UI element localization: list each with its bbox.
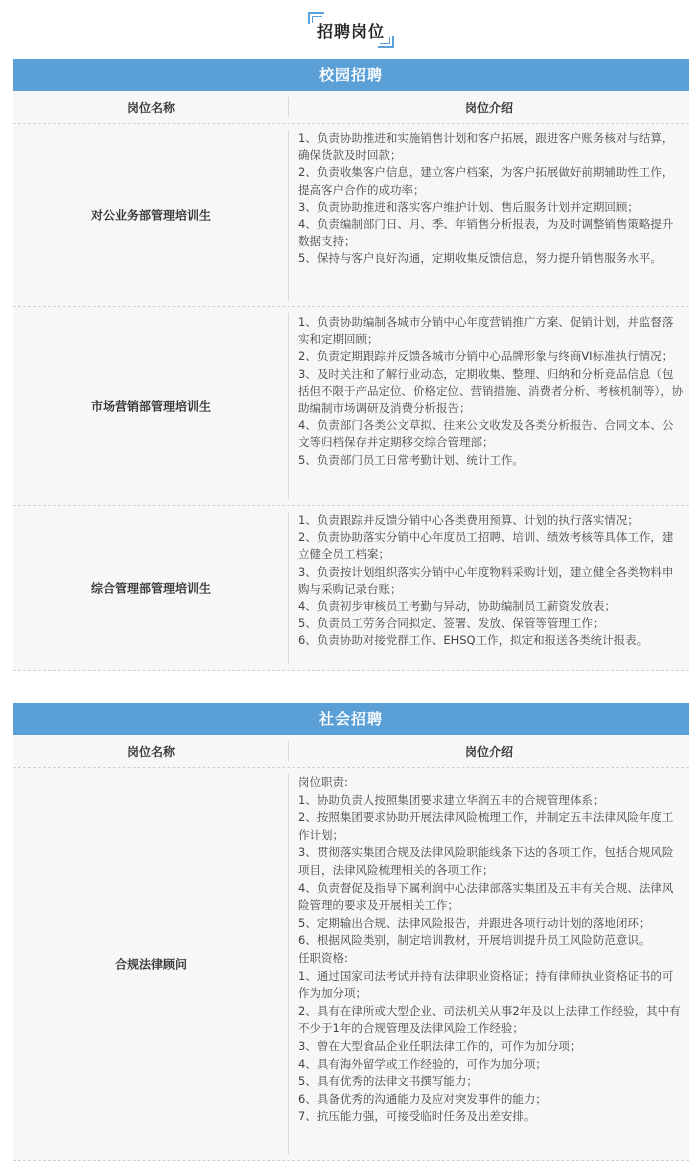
- section-header-campus: 校园招聘: [13, 59, 689, 91]
- job-row: [13, 307, 689, 505]
- description-line: 2、负责定期跟踪并反馈各城市分销中心品牌形象与终商VI标准执行情况；: [298, 349, 674, 364]
- page-title: 招聘岗位: [316, 22, 385, 41]
- column-header-intro: 岗位介绍: [464, 101, 513, 115]
- description-line: 3、贯彻落实集团合规及法律风险职能线条下达的各项工作，包括合规风险项目，法律风险梳理相关的各项工作；: [298, 845, 674, 877]
- job-description: [298, 774, 684, 1126]
- column-divider: [288, 512, 289, 664]
- column-header-name: 岗位名称: [126, 745, 175, 759]
- job-title: 市场营销部管理培训生: [90, 399, 211, 414]
- campus-recruitment-section: [13, 59, 689, 671]
- column-header-intro: 岗位介绍: [464, 745, 513, 759]
- description-line: 7、抗压能力强，可接受临时任务及出差安排。: [298, 1109, 536, 1124]
- job-row: [13, 124, 689, 306]
- description-line: 2、具有在律所或大型企业、司法机关从事2年及以上法律工作经验，其中有不少于1年的合规管理及法律风险工作经验；: [298, 1003, 681, 1036]
- job-title: 合规法律顾问: [114, 957, 187, 972]
- description-line: 2、按照集团要求协助开展法律风险梳理工作，并制定五丰法律风险年度工作计划；: [298, 810, 674, 842]
- description-line: 5、保持与客户良好沟通，定期收集反馈信息，努力提升销售服务水平。: [298, 251, 662, 266]
- description-line: 6、根据风险类别，制定培训教材，开展培训提升员工风险防范意识。: [298, 933, 651, 948]
- column-divider: [288, 774, 289, 1154]
- column-divider: [288, 130, 289, 300]
- description-line: 1、负责协助推进和实施销售计划和客户拓展，跟进客户账务核对与结算，确保货款及时回款；: [298, 131, 674, 163]
- social-recruitment-section: [13, 703, 689, 1161]
- page-title-area: [0, 0, 700, 58]
- row-divider: [13, 670, 689, 671]
- description-line: 5、具有优秀的法律文书撰写能力；: [298, 1074, 478, 1089]
- job-title: 综合管理部管理培训生: [90, 581, 211, 596]
- description-line: 2、负责协助落实分销中心年度员工招聘、培训、绩效考核等具体工作，建立健全员工档案；: [298, 530, 674, 562]
- description-line: 3、负责协助推进和落实客户维护计划、售后服务计划并定期回顾；: [298, 199, 639, 214]
- description-line: 4、负责部门各类公文草拟、往来公文收发及各类分析报告、合同文本、公文等归档保存并定期移交综合管理部；: [298, 418, 674, 450]
- job-title: 对公业务部管理培训生: [90, 208, 211, 223]
- job-row: [13, 506, 689, 670]
- column-header-name: 岗位名称: [126, 101, 175, 115]
- column-divider: [288, 313, 289, 499]
- description-line: 4、负责初步审核员工考勤与异动，协助编制员工薪资发放表；: [298, 599, 616, 614]
- description-line: 5、负责员工劳务合同拟定、签署、发放、保管等管理工作；: [298, 616, 605, 631]
- description-line: 4、具有海外留学或工作经验的，可作为加分项；: [298, 1056, 547, 1071]
- description-line: 6、具备优秀的沟通能力及应对突发事件的能力；: [298, 1091, 547, 1106]
- description-line: 4、负责编制部门日、月、季、年销售分析报表，为及时调整销售策略提升数据支持；: [298, 217, 674, 249]
- description-line: 2、负责收集客户信息，建立客户档案，为客户拓展做好前期辅助性工作，提高客户合作的成功率；: [298, 165, 674, 197]
- description-line: 1、通过国家司法考试并持有法律职业资格证；持有律师执业资格证书的可作为加分项；: [298, 968, 674, 1001]
- job-row: [13, 768, 689, 1160]
- page-title-frame: [311, 14, 391, 46]
- description-line: 3、曾在大型食品企业任职法律工作的，可作为加分项；: [298, 1038, 582, 1053]
- job-description: [298, 314, 684, 469]
- description-line: 3、负责按计划组织落实分销中心年度物料采购计划，建立健全各类物料申购与采购记录台账；: [298, 564, 674, 596]
- description-line: 5、负责部门员工日常考勤计划、统计工作。: [298, 452, 524, 467]
- description-line: 1、负责跟踪并反馈分销中心各类费用预算、计划的执行落实情况；: [298, 513, 639, 527]
- description-line: 岗位职责:: [298, 775, 348, 789]
- description-line: 6、负责协助对接党群工作、EHSQ工作，拟定和报送各类统计报表。: [298, 633, 649, 648]
- description-line: 4、负责督促及指导下属利润中心法律部落实集团及五丰有关合规、法律风险管理的要求及开展相关工作；: [298, 880, 674, 913]
- section-header-social: 社会招聘: [13, 703, 689, 735]
- description-line: 1、协助负责人按照集团要求建立华润五丰的合规管理体系；: [298, 792, 605, 807]
- description-line: 3、及时关注和了解行业动态，定期收集、整理、归纳和分析竞品信息（包括但不限于产品定位、价格定位、营销措施、消费者分析、考核机制等），协助编制市场调研及消费分析报告；: [298, 366, 684, 416]
- row-divider: [13, 1160, 689, 1161]
- column-header-row: [13, 91, 689, 123]
- description-line: 1、负责协助编制各城市分销中心年度营销推广方案、促销计划，并监督落实和定期回顾；: [298, 315, 674, 347]
- job-description: [298, 130, 684, 268]
- job-description: [298, 512, 684, 650]
- description-line: 5、定期输出合规、法律风险报告，并跟进各项行动计划的落地闭环；: [298, 915, 651, 930]
- column-header-row: [13, 735, 689, 767]
- description-line: 任职资格:: [298, 950, 348, 965]
- corner-decoration-bottom-right-inner: [380, 37, 390, 44]
